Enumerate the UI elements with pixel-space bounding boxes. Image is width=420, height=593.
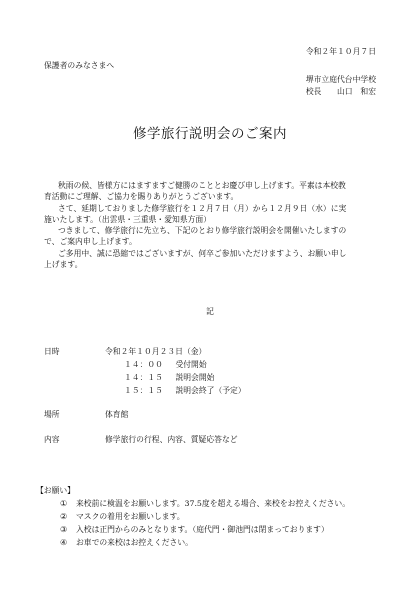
paragraph-line: 上げます。 [44,260,83,270]
schedule-event: 説明会開始 [175,373,215,382]
schedule-time: １４：１５ [124,373,163,382]
place-value: 体育館 [105,410,129,419]
schedule-time: １４：００ [124,360,163,369]
content-value: 修学旅行の行程、内容、質疑応答など [105,435,238,444]
schedule-item [124,359,207,370]
schedule-event: 説明会終了（予定） [175,386,246,395]
schedule-time: １５：１５ [124,386,163,395]
paragraph-line: さて、延期しておりました修学旅行を１２月７日（月）から１２月９日（水）に実 [58,203,347,213]
request-item [60,511,185,522]
body-text [44,180,380,270]
request-text: お車での来校はお控えください。 [76,538,193,547]
paragraph-line: 秋雨の候、皆様方にはますますご健勝のこととお慶び申し上げます。平素は本校教 [58,181,346,190]
schedule-item [124,372,214,383]
request-number: ① [60,499,67,508]
place-label: 場所 [44,410,60,419]
paragraph-line: 施いたします。（出雲県・三重県・愛知県方面） [44,214,212,224]
schedule-event: 受付開始 [175,360,207,369]
request-number: ③ [60,525,67,534]
request-number: ④ [60,538,67,547]
page-title: 修学旅行説明会のご案内 [133,126,287,142]
school-name: 堺市立庭代台中学校 [305,75,376,84]
paragraph-line: 育活動にご理解、ご協力を賜りありがとうございます。 [44,192,239,202]
principal-name: 校長 山口 和宏 [305,87,376,96]
recipient: 保護者のみなさまへ [44,61,115,70]
request-number: ② [60,512,67,521]
paragraph-line: つきまして、修学旅行に先立ち、下記のとおり修学旅行説明会を開催いたしますの [58,226,347,236]
requests-box [36,485,384,547]
request-item [60,537,193,548]
document-date: 令和２年１０月７日 [305,47,376,56]
request-text: マスクの着用をお願いします。 [76,512,185,521]
content-label: 内容 [44,435,60,444]
request-text: 入校は正門からのみとなります。（庭代門・御池門は閉まっております） [76,525,329,534]
datetime-value: 令和２年１０月２３日（金） [105,347,207,356]
datetime-label: 日時 [44,347,60,356]
request-item [60,524,329,535]
request-text: 来校前に検温をお願いします。37.5度を超える場合、来校をお控えください。 [76,499,351,508]
paragraph-line: ご多用中、誠に恐縮ではございますが、何卒ご参加いただけますよう、お願い申し [58,248,347,258]
request-item [60,498,350,509]
paragraph-line: で、ご案内申し上げます。 [44,237,137,247]
requests-header: 【お願い】 [36,486,75,495]
schedule-item [124,385,246,396]
ki-heading: 記 [206,307,214,316]
